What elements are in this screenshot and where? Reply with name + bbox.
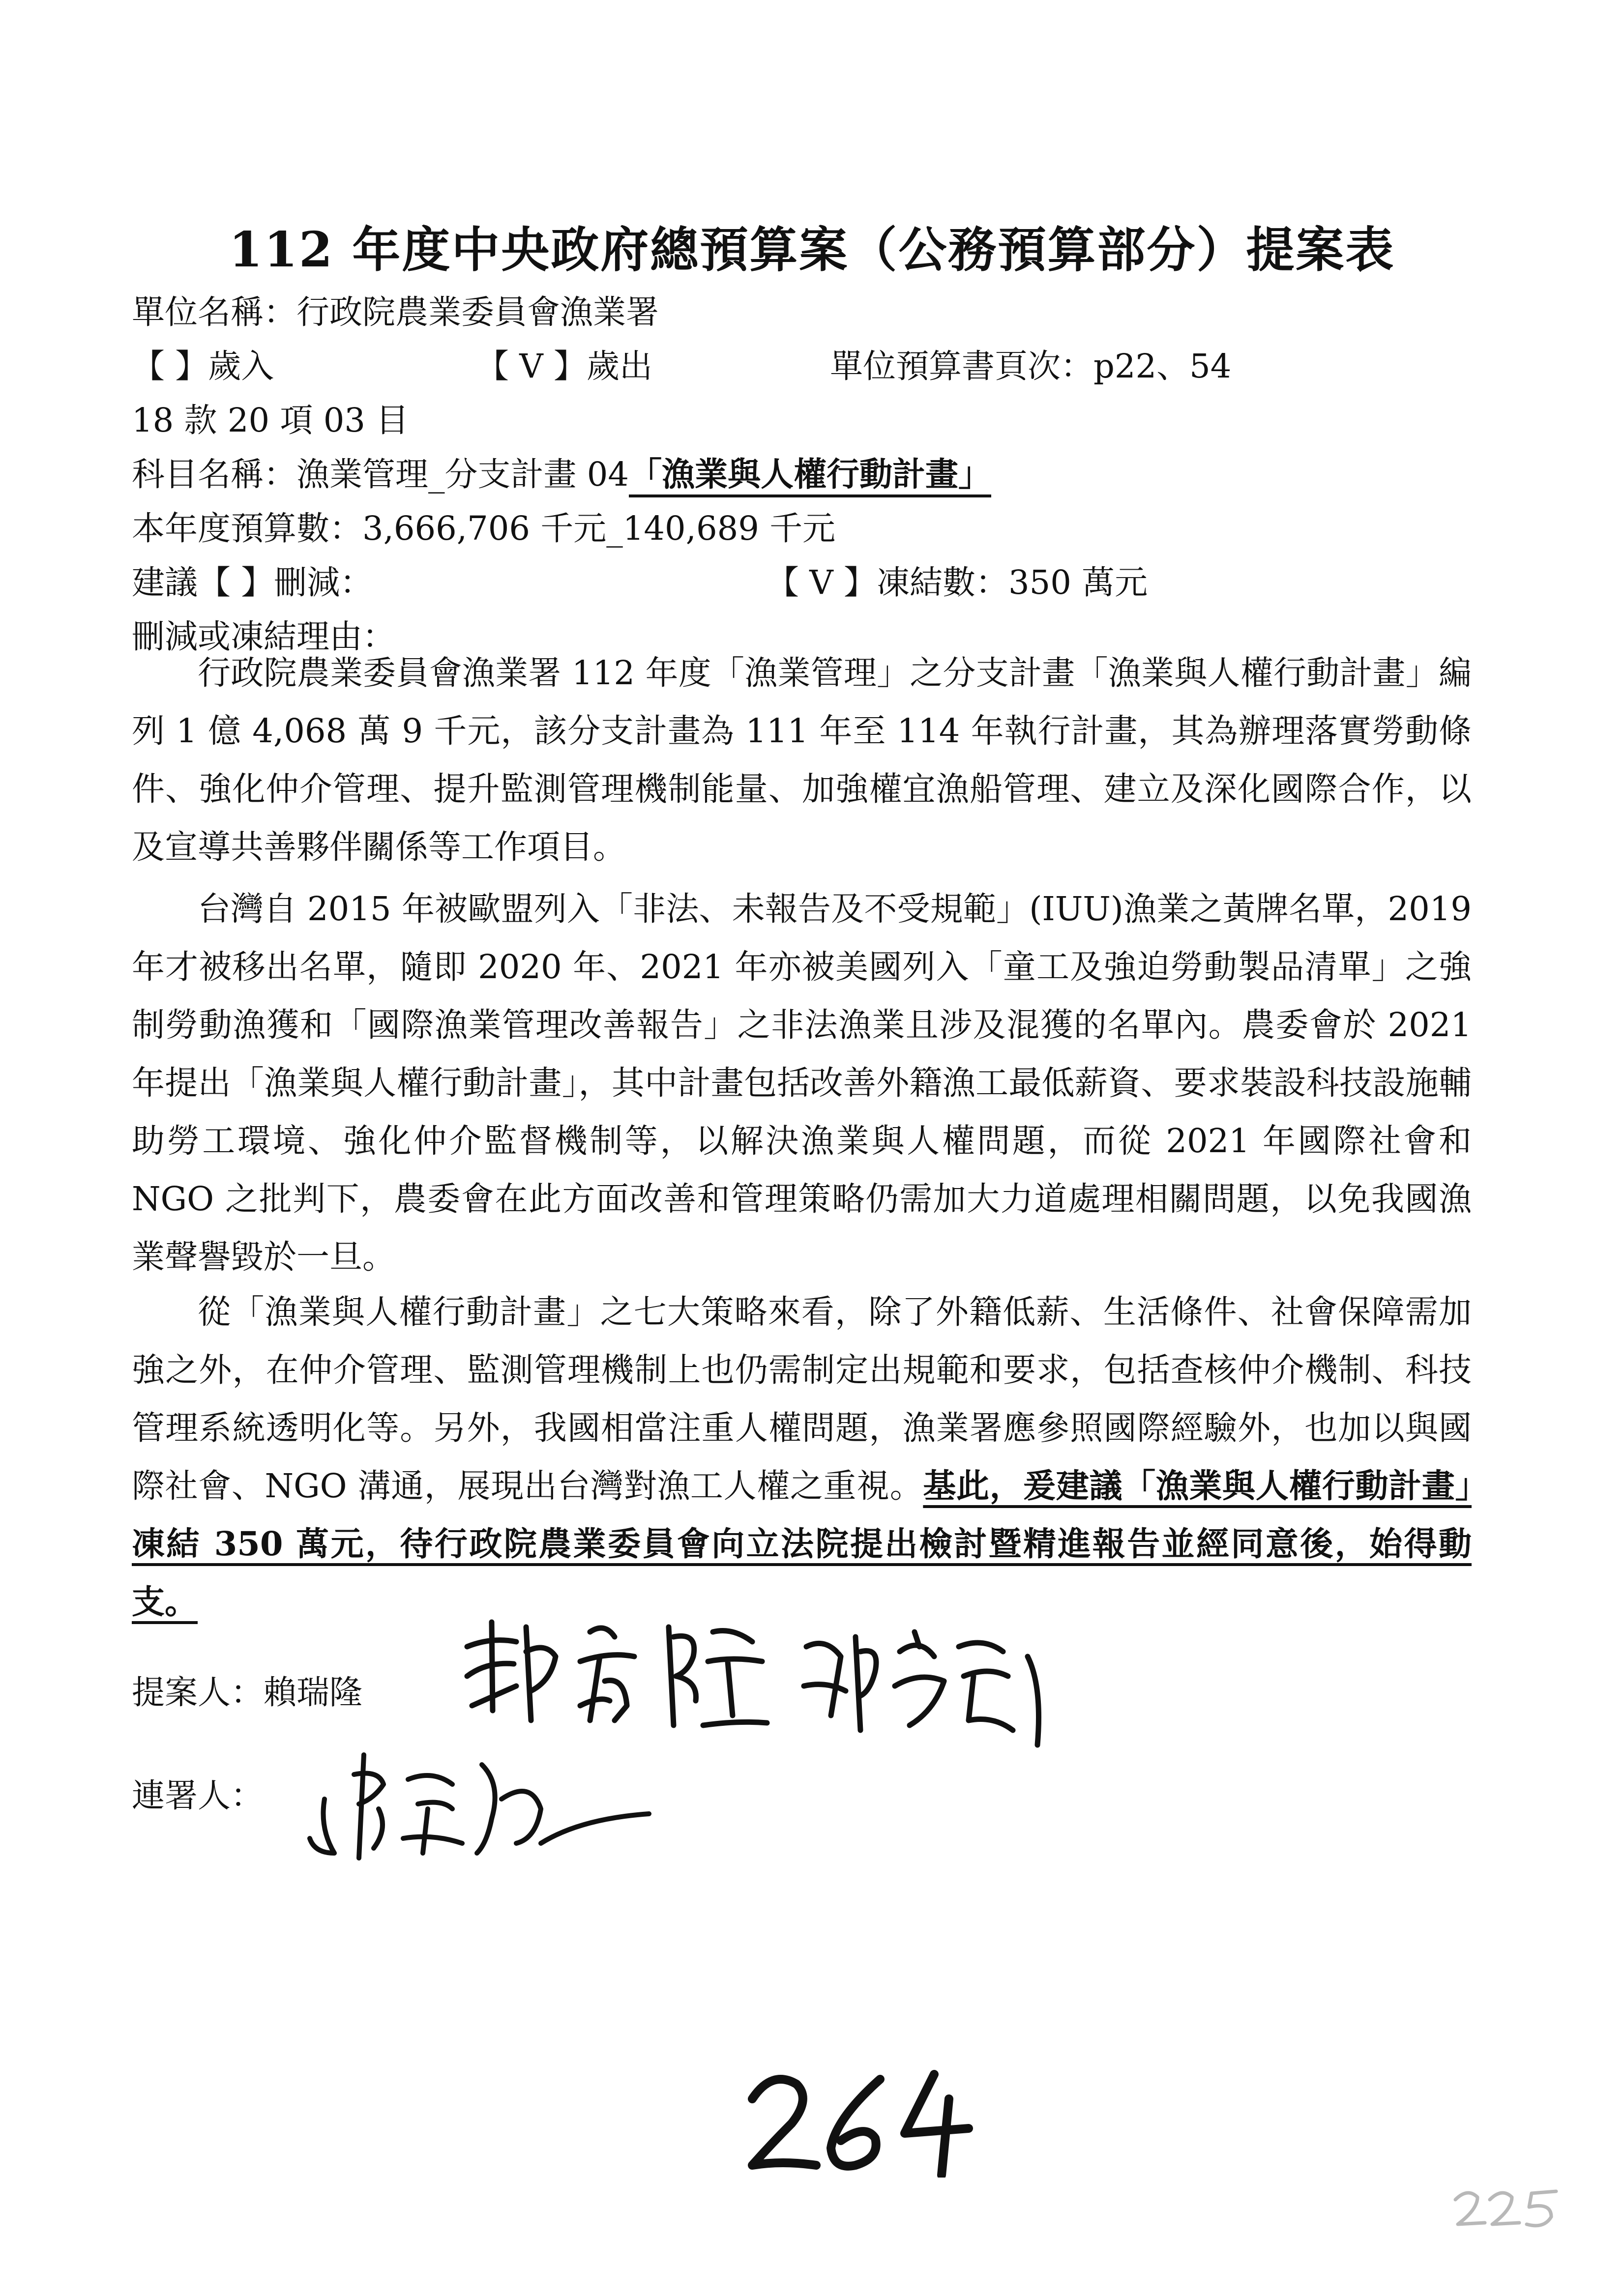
- reason-paragraph-1: 行政院農業委員會漁業署 112 年度「漁業管理」之分支計畫「漁業與人權行動計畫」編列 1 億 4,068 萬 9 千元，該分支計畫為 111 年至 114 年執行計畫，其為辦理落實勞動條件、強化仲介管理、提升監測管理機制能量、加強權宜漁船管理、建立及深化國際合作，以及宣導共善夥伴關係等工作項目。: [132, 654, 1472, 866]
- freeze-suggestion: 【 V 】凍結數：350 萬元: [766, 563, 1148, 602]
- freeze-conclusion: 基此，爰建議「漁業與人權行動計畫」凍結 350 萬元，待行政院農業委員會向立法院提出檢討暨精進報告並經同意後，始得動支。: [132, 1466, 1472, 1621]
- subject-prefix: 科目名稱：漁業管理_分支計畫 04: [132, 455, 629, 494]
- budget-type-row: [132, 344, 1410, 388]
- reason-paragraph-2: 台灣自 2015 年被歐盟列入「非法、未報告及不受規範」(IUU)漁業之黃牌名單，2019 年才被移出名單，隨即 2020 年、2021 年亦被美國列入「童工及強迫勞動製品清單」之強制勞動漁獲和「國際漁業管理改善報告」之非法漁業且涉及混獲的名單內。農委會於 2021 年提出「漁業與人權行動計畫」，其中計畫包括改善外籍漁工最低薪資、要求裝設科技設施輔助勞工環境、強化仲介監督機制等，以解決漁業與人權問題，而從 2021 年國際社會和 NGO 之批判下，農委會在此方面改善和管理策略仍需加大力道處理相關問題，以免我國漁業聲譽毀於一旦。: [132, 890, 1472, 1276]
- paragraph-3-text: 從「漁業與人權行動計畫」之七大策略來看，除了外籍低薪、生活條件、社會保障需加強之外，在仲介管理、監測管理機制上也仍需制定出規範和要求，包括查核仲介機制、科技管理系統透明化等。另外，我國相當注重人權問題，漁業署應參照國際經驗外，也加以與國際社會、NGO 溝通，展現出台灣對漁工人權之重視。: [132, 1293, 1472, 1505]
- subject-plan-name: 「漁業與人權行動計畫」: [629, 455, 991, 497]
- handwritten-page-number: [742, 2064, 974, 2180]
- unit-name: 單位名稱：行政院農業委員會漁業署: [132, 293, 659, 331]
- revenue-checkbox: 【 】歲入: [132, 347, 274, 385]
- page-reference: 單位預算書頁次：p22、54: [830, 347, 1232, 385]
- cut-suggestion: 建議【 】刪減：: [132, 563, 373, 602]
- item-code: 18 款 20 項 03 目: [132, 401, 409, 439]
- suggestion-row: [132, 560, 1410, 605]
- budget-amount: 本年度預算數：3,666,706 千元_140,689 千元: [132, 509, 836, 548]
- proposer-label: 提案人：賴瑞隆: [132, 1673, 362, 1712]
- faint-page-number: [1450, 2182, 1564, 2234]
- subject-line: [132, 452, 991, 496]
- cosigner-label: 連署人：: [132, 1776, 264, 1815]
- cosigner-signature: [305, 1740, 659, 1868]
- expenditure-checkbox: 【 V 】歲出: [476, 347, 652, 385]
- page-title: 112 年度中央政府總預算案（公務預算部分）提案表: [229, 222, 1395, 278]
- reason-paragraph-3: [132, 1283, 1472, 1631]
- second-signature: [797, 1617, 1062, 1750]
- reason-label: 刪減或凍結理由：: [132, 617, 395, 656]
- proposer-signature: [457, 1607, 772, 1735]
